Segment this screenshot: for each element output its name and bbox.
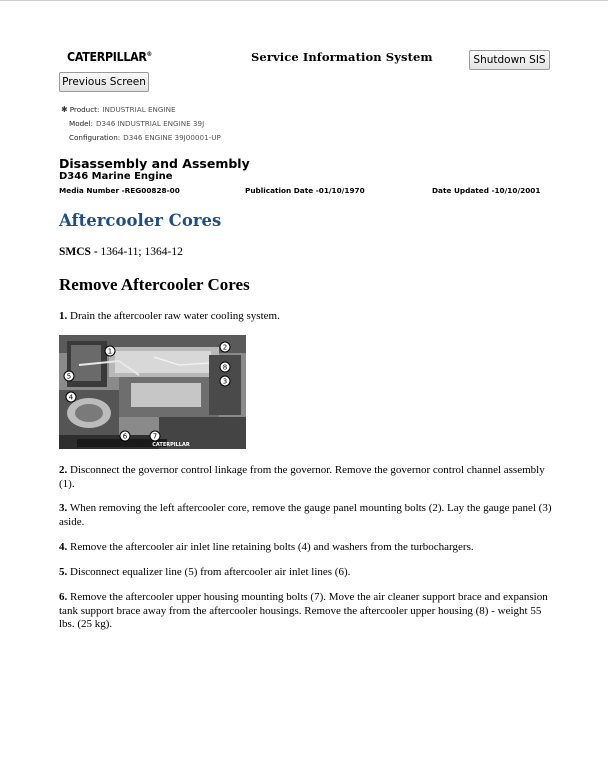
- document-subtitle: D346 Marine Engine: [59, 171, 173, 182]
- date-updated: Date Updated -10/10/2001: [432, 186, 541, 195]
- caterpillar-logo: CATERPILLAR®: [67, 50, 152, 64]
- smcs-codes: SMCS - 1364-11; 1364-12: [59, 246, 183, 258]
- engine-figure: [59, 335, 246, 449]
- step-5: 5. Disconnect equalizer line (5) from aftercooler air inlet lines (6).: [59, 566, 351, 578]
- svg-text:3: 3: [222, 377, 228, 386]
- document-title: Disassembly and Assembly: [59, 156, 250, 171]
- svg-text:6: 6: [122, 432, 128, 441]
- product-line: ✱ Product: INDUSTRIAL ENGINE: [61, 105, 176, 114]
- step-1: 1. Drain the aftercooler raw water cooling system.: [59, 310, 280, 322]
- figure-callout-4: [66, 392, 76, 402]
- top-divider: [0, 0, 608, 1]
- step-3: 3. When removing the left aftercooler core, remove the gauge panel mounting bolts (2). Lay the gauge panel (3) aside.: [59, 502, 552, 528]
- svg-text:1: 1: [107, 347, 113, 356]
- svg-text:7: 7: [152, 432, 158, 441]
- step-6: 6. Remove the aftercooler upper housing mounting bolts (7). Move the air cleaner support brace and expansion tank support brace away from the aftercooler housings. Remove the aftercooler upper housing (8) - weight 55 lbs. (25 kg).: [59, 591, 548, 630]
- figure-caption: CATERPILLAR: [152, 442, 190, 448]
- svg-text:2: 2: [222, 343, 228, 352]
- procedure-heading: Remove Aftercooler Cores: [59, 275, 250, 294]
- figure-callout-1: [105, 346, 115, 356]
- publication-date: Publication Date -01/10/1970: [245, 186, 365, 195]
- previous-screen-button[interactable]: Previous Screen: [59, 72, 149, 92]
- step-4: 4. Remove the aftercooler air inlet line retaining bolts (4) and washers from the turbochargers.: [59, 541, 474, 553]
- figure-callout-6: [120, 431, 130, 441]
- figure-callout-3: [220, 376, 230, 386]
- configuration-line: Configuration: D346 ENGINE 39J00001-UP: [69, 133, 221, 142]
- system-title: Service Information System: [251, 50, 433, 64]
- model-line: Model: D346 INDUSTRIAL ENGINE 39J: [69, 119, 205, 128]
- svg-text:8: 8: [222, 363, 228, 372]
- figure-callout-2: [220, 342, 230, 352]
- figure-callout-8: [220, 362, 230, 372]
- svg-text:5: 5: [66, 372, 72, 381]
- svg-text:4: 4: [68, 393, 74, 402]
- section-title: Aftercooler Cores: [59, 211, 222, 230]
- media-number: Media Number -REG00828-00: [59, 186, 180, 195]
- pin-icon[interactable]: ✱: [61, 105, 68, 114]
- figure-callout-5: [64, 371, 74, 381]
- step-2: 2. Disconnect the governor control linkage from the governor. Remove the governor control channel assembly (1).: [59, 464, 545, 490]
- shutdown-sis-button[interactable]: Shutdown SIS: [469, 50, 550, 70]
- figure-callout-7: [150, 431, 160, 441]
